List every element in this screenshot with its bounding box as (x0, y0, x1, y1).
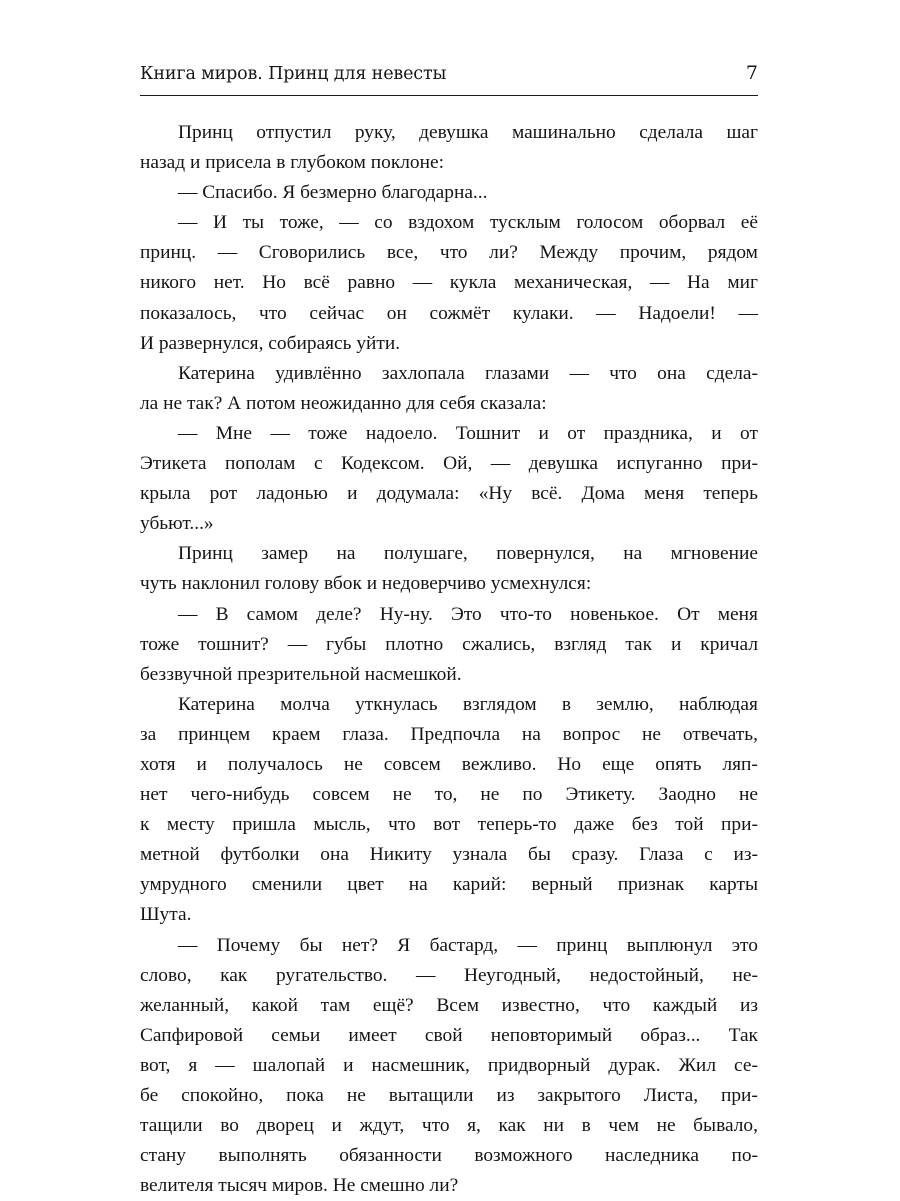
word: В (215, 603, 229, 625)
word: — (649, 272, 670, 294)
word: отвечать, (682, 723, 758, 745)
word: опять (655, 753, 702, 775)
text-line (140, 931, 758, 961)
word: чем (608, 1115, 639, 1137)
text-line: беззвучной презрительной насмешкой. (140, 663, 462, 685)
word: сразу. (571, 844, 619, 866)
word: рот (209, 483, 238, 505)
word: тусклым (489, 212, 561, 234)
word: и (538, 422, 549, 444)
word: тащили (140, 1115, 203, 1137)
word: Этикета (140, 453, 207, 475)
word: от (740, 422, 758, 444)
word: От (677, 603, 700, 625)
word: принцем (178, 723, 251, 745)
word: — (215, 1054, 235, 1076)
word: праздника, (603, 422, 693, 444)
word: принц. (140, 242, 197, 264)
text-line (140, 118, 758, 148)
word: — (178, 603, 198, 625)
word: цвет (347, 874, 384, 896)
word: Сапфировой (140, 1024, 244, 1046)
word: за (140, 723, 157, 745)
word: еще (602, 753, 635, 775)
word: Сговорились (258, 242, 366, 264)
word: признак (617, 874, 685, 896)
word: без (631, 814, 658, 836)
word: бастард, (429, 934, 499, 956)
word: тоже (140, 633, 180, 655)
page-number: 7 (745, 62, 758, 84)
word: бывало, (693, 1115, 758, 1137)
text-line (140, 600, 758, 630)
word: уткнулась (355, 693, 438, 715)
word: Катерина (178, 362, 255, 384)
word: карты (709, 874, 758, 896)
word: тоже (308, 422, 348, 444)
word: девушка (419, 122, 489, 143)
word: там (320, 994, 351, 1016)
word: Предпочла (410, 723, 501, 745)
word: бы (528, 844, 551, 866)
word: пополам (225, 453, 296, 475)
word: той (675, 814, 704, 836)
word: полушаге, (383, 543, 468, 565)
word: дворец (256, 1115, 314, 1137)
word: девушка (528, 453, 599, 475)
word: Всем (436, 994, 479, 1016)
text-line (140, 720, 758, 750)
word: сжались, (462, 633, 536, 655)
word: вопрос (562, 723, 621, 745)
word: — (569, 362, 589, 384)
word: равно (347, 272, 396, 294)
word: я (188, 1054, 198, 1076)
word: показалось, (140, 302, 237, 324)
word: — (178, 934, 198, 956)
word: «Ну (478, 483, 513, 505)
word: новенькое. (570, 603, 659, 625)
word: — (596, 302, 616, 324)
word: и (343, 1054, 354, 1076)
word: Ну-ну. (379, 603, 433, 625)
word: не (642, 723, 662, 745)
word: Жил (678, 1054, 716, 1076)
word: с (313, 453, 323, 475)
word: по (522, 784, 543, 806)
word: сейчас (309, 302, 365, 324)
word: она (320, 844, 349, 866)
running-head-rule (140, 95, 758, 96)
word: хотя (140, 753, 176, 775)
text-line (140, 690, 758, 720)
word: Но (557, 753, 582, 775)
body-text (140, 118, 758, 1201)
word: со (374, 212, 393, 234)
word: насмешник, (371, 1054, 470, 1076)
word: Так (728, 1024, 758, 1046)
word: месту (166, 814, 215, 836)
word: на (336, 543, 356, 565)
word: выполнять (218, 1145, 307, 1167)
word: неповторимый (490, 1024, 613, 1046)
word: Неугодный, (464, 964, 561, 986)
word: Катерина (178, 693, 255, 715)
word: какой (251, 994, 298, 1016)
word: оборвал (658, 212, 726, 234)
word: наследника (605, 1145, 699, 1167)
word: Мне (215, 422, 253, 444)
text-line (140, 840, 758, 870)
word: это (731, 934, 758, 956)
word: Принц (178, 543, 233, 565)
word: она (657, 362, 686, 384)
word: что (602, 994, 631, 1016)
text-line (140, 208, 758, 238)
word: вежливо. (461, 753, 537, 775)
word: молча (280, 693, 330, 715)
word: самом (246, 603, 298, 625)
word: нет (140, 784, 168, 806)
word: мысль, (313, 814, 371, 836)
word: никого (140, 272, 197, 294)
word: руку, (354, 122, 396, 143)
word: взглядом (462, 693, 537, 715)
word: ругательство. (275, 964, 388, 986)
word: Надоели! (638, 302, 716, 324)
word: возможного (474, 1145, 573, 1167)
word: дурак. (608, 1054, 661, 1076)
word: на (408, 874, 428, 896)
word: меня (643, 483, 685, 505)
text-line (140, 299, 758, 329)
text-line (140, 870, 758, 900)
word: вздохом (408, 212, 475, 234)
word: имеет (348, 1024, 397, 1046)
text-line (140, 991, 758, 1021)
word: нет? (341, 934, 378, 956)
word: и (347, 483, 358, 505)
word: с (704, 844, 713, 866)
word: Я (397, 934, 411, 956)
text-line (140, 238, 758, 268)
word: что (421, 1115, 450, 1137)
text-line: велителя тысяч миров. Не смешно ли? (140, 1175, 459, 1197)
word: сделала (639, 122, 704, 143)
word: — (517, 934, 537, 956)
word: Ой, (443, 453, 473, 475)
word: глаза. (342, 723, 389, 745)
text-line (140, 750, 758, 780)
word: Никиту (369, 844, 432, 866)
word: как (498, 1115, 526, 1137)
text-line (140, 1111, 758, 1141)
word: меня (717, 603, 758, 625)
word: повернулся, (496, 543, 595, 565)
word: даже (574, 814, 615, 836)
word: Принц (178, 122, 233, 143)
word: и (711, 422, 722, 444)
text-line: назад и присела в глубоком поклоне: (140, 152, 444, 174)
word: — (178, 212, 198, 234)
text-line (140, 539, 758, 569)
word: что (609, 362, 637, 384)
word: теперь (703, 483, 758, 505)
word: Это (451, 603, 482, 625)
text-line: убьют...» (140, 513, 214, 535)
word: не (392, 784, 412, 806)
word: рядом (707, 242, 758, 264)
word: семьи (271, 1024, 321, 1046)
word: ещё? (372, 994, 414, 1016)
word: захлопала (381, 362, 465, 384)
word: узнала (452, 844, 508, 866)
text-line (140, 1021, 758, 1051)
word: Между (539, 242, 599, 264)
word: по- (731, 1145, 758, 1167)
word: из- (733, 844, 758, 866)
word: тошнит? (198, 633, 269, 655)
word: в (561, 693, 572, 715)
word: ни (543, 1115, 565, 1137)
word: — (287, 633, 308, 655)
text-line: — Спасибо. Я безмерно благодарна... (178, 182, 488, 204)
word: бы (299, 934, 323, 956)
word: Листа, (643, 1085, 699, 1106)
word: Кодексом. (341, 453, 425, 475)
word: и (331, 1115, 342, 1137)
word: что (259, 302, 287, 324)
word: на (623, 543, 643, 565)
running-head (140, 62, 758, 92)
word: вот, (140, 1054, 171, 1076)
word: деле? (316, 603, 362, 625)
word: — (178, 422, 198, 444)
word: Тошнит (455, 422, 521, 444)
word: Заодно (658, 784, 716, 806)
word: ляп- (722, 753, 758, 775)
word: придворный (487, 1054, 591, 1076)
word: — (270, 422, 290, 444)
word: ты (242, 212, 265, 234)
word: На (687, 272, 710, 294)
word: как (220, 964, 248, 986)
word: при- (721, 814, 758, 836)
word: сменили (251, 874, 323, 896)
word: не (346, 1085, 366, 1106)
word: замер (261, 543, 309, 565)
word: известно, (501, 994, 580, 1016)
word: спокойно, (181, 1085, 264, 1106)
text-line (140, 1051, 758, 1081)
word: тоже, (279, 212, 324, 234)
word: всё (303, 272, 330, 294)
word: машинально (511, 122, 616, 143)
word: пока (286, 1085, 324, 1106)
word: взгляд (554, 633, 607, 655)
text-line (140, 810, 758, 840)
word: ладонью (256, 483, 328, 505)
word: кукла (449, 272, 497, 294)
word: так (625, 633, 653, 655)
text-line (140, 449, 758, 479)
word: Глаза (639, 844, 684, 866)
word: сдела- (706, 362, 758, 384)
word: недостойный, (589, 964, 704, 986)
word: Дома (581, 483, 625, 505)
word: крыла (140, 483, 191, 505)
word: получалось (227, 753, 323, 775)
word: Этикету. (565, 784, 636, 806)
text-line (140, 961, 758, 991)
word: ли? (489, 242, 518, 264)
word: прочим, (619, 242, 687, 264)
word: образ... (640, 1024, 701, 1046)
text-line: Шута. (140, 904, 192, 926)
word: стану (140, 1145, 186, 1167)
text-line (140, 630, 758, 660)
word: не- (732, 964, 758, 986)
word: губы (325, 633, 367, 655)
word: на (521, 723, 541, 745)
word: что-то (499, 603, 552, 625)
word: Почему (216, 934, 281, 956)
word: не (480, 784, 500, 806)
word: ждут, (359, 1115, 405, 1137)
word: сожмёт (429, 302, 491, 324)
text-line: ла не так? А потом неожиданно для себя сказала: (140, 392, 547, 414)
word: в (581, 1115, 591, 1137)
word: чего-нибудь (190, 784, 290, 806)
word: из (496, 1085, 515, 1106)
word: додумала: (376, 483, 460, 505)
word: вытащили (388, 1085, 474, 1106)
text-line (140, 268, 758, 298)
word: во (220, 1115, 239, 1137)
text-line (140, 780, 758, 810)
word: обязанности (339, 1145, 442, 1167)
word: при- (721, 453, 758, 475)
word: кулаки. (512, 302, 574, 324)
word: глазами (485, 362, 550, 384)
word: — (412, 272, 433, 294)
word: плотно (385, 633, 444, 655)
text-line (140, 1141, 758, 1171)
word: шалопай (252, 1054, 326, 1076)
word: отпустил (256, 122, 332, 143)
word: землю, (596, 693, 654, 715)
word: Но (262, 272, 286, 294)
word: — (738, 302, 758, 324)
word: верный (531, 874, 593, 896)
word: от (567, 422, 586, 444)
word: удивлённо (275, 362, 362, 384)
word: совсем (312, 784, 370, 806)
word: голосом (576, 212, 644, 234)
word: что (388, 814, 416, 836)
word: выплюнул (626, 934, 713, 956)
word: что (439, 242, 468, 264)
word: — (416, 964, 436, 986)
text-line: чуть наклонил голову вбок и недоверчиво усмехнулся: (140, 573, 592, 595)
text-line (140, 359, 758, 389)
word: все, (386, 242, 419, 264)
word: при- (720, 1085, 758, 1106)
word: мгновение (670, 543, 758, 565)
word: — (217, 242, 238, 264)
word: слово, (140, 964, 192, 986)
word: наблюдая (679, 693, 758, 715)
word: метной (140, 844, 200, 866)
word: не (738, 784, 758, 806)
word: шаг (726, 122, 758, 143)
word: он (386, 302, 407, 324)
word: кричал (700, 633, 758, 655)
word: испуганно (616, 453, 703, 475)
text-line (140, 419, 758, 449)
text-line (140, 1081, 758, 1111)
word: принц (556, 934, 608, 956)
word: желанный, (140, 994, 230, 1016)
word: совсем (383, 753, 441, 775)
page-content (140, 62, 758, 1201)
word: се- (734, 1054, 758, 1076)
word: к (140, 814, 150, 836)
word: миг (727, 272, 758, 294)
text-line: И развернулся, собираясь уйти. (140, 332, 401, 354)
word: из (739, 994, 758, 1016)
word: вот (433, 814, 461, 836)
word: нет. (213, 272, 245, 294)
word: умрудного (140, 874, 227, 896)
word: краем (271, 723, 321, 745)
word: каждый (652, 994, 718, 1016)
text-line (140, 479, 758, 509)
word: — (490, 453, 511, 475)
word: свой (424, 1024, 463, 1046)
word: футболки (220, 844, 300, 866)
word: я, (467, 1115, 481, 1137)
word: то, (434, 784, 458, 806)
word: И (212, 212, 227, 234)
running-head-title: Книга миров. Принц для невесты (140, 64, 447, 84)
word: надоело. (365, 422, 438, 444)
word: бе (140, 1085, 159, 1106)
word: всё. (531, 483, 563, 505)
word: и (671, 633, 682, 655)
word: карий: (452, 874, 507, 896)
word: не (343, 753, 363, 775)
word: и (196, 753, 207, 775)
word: закрытого (537, 1085, 621, 1106)
word: — (339, 212, 359, 234)
word: теперь-то (477, 814, 557, 836)
word: не (656, 1115, 676, 1137)
word: пришла (232, 814, 296, 836)
word: её (740, 212, 758, 234)
word: механическая, (513, 272, 633, 294)
